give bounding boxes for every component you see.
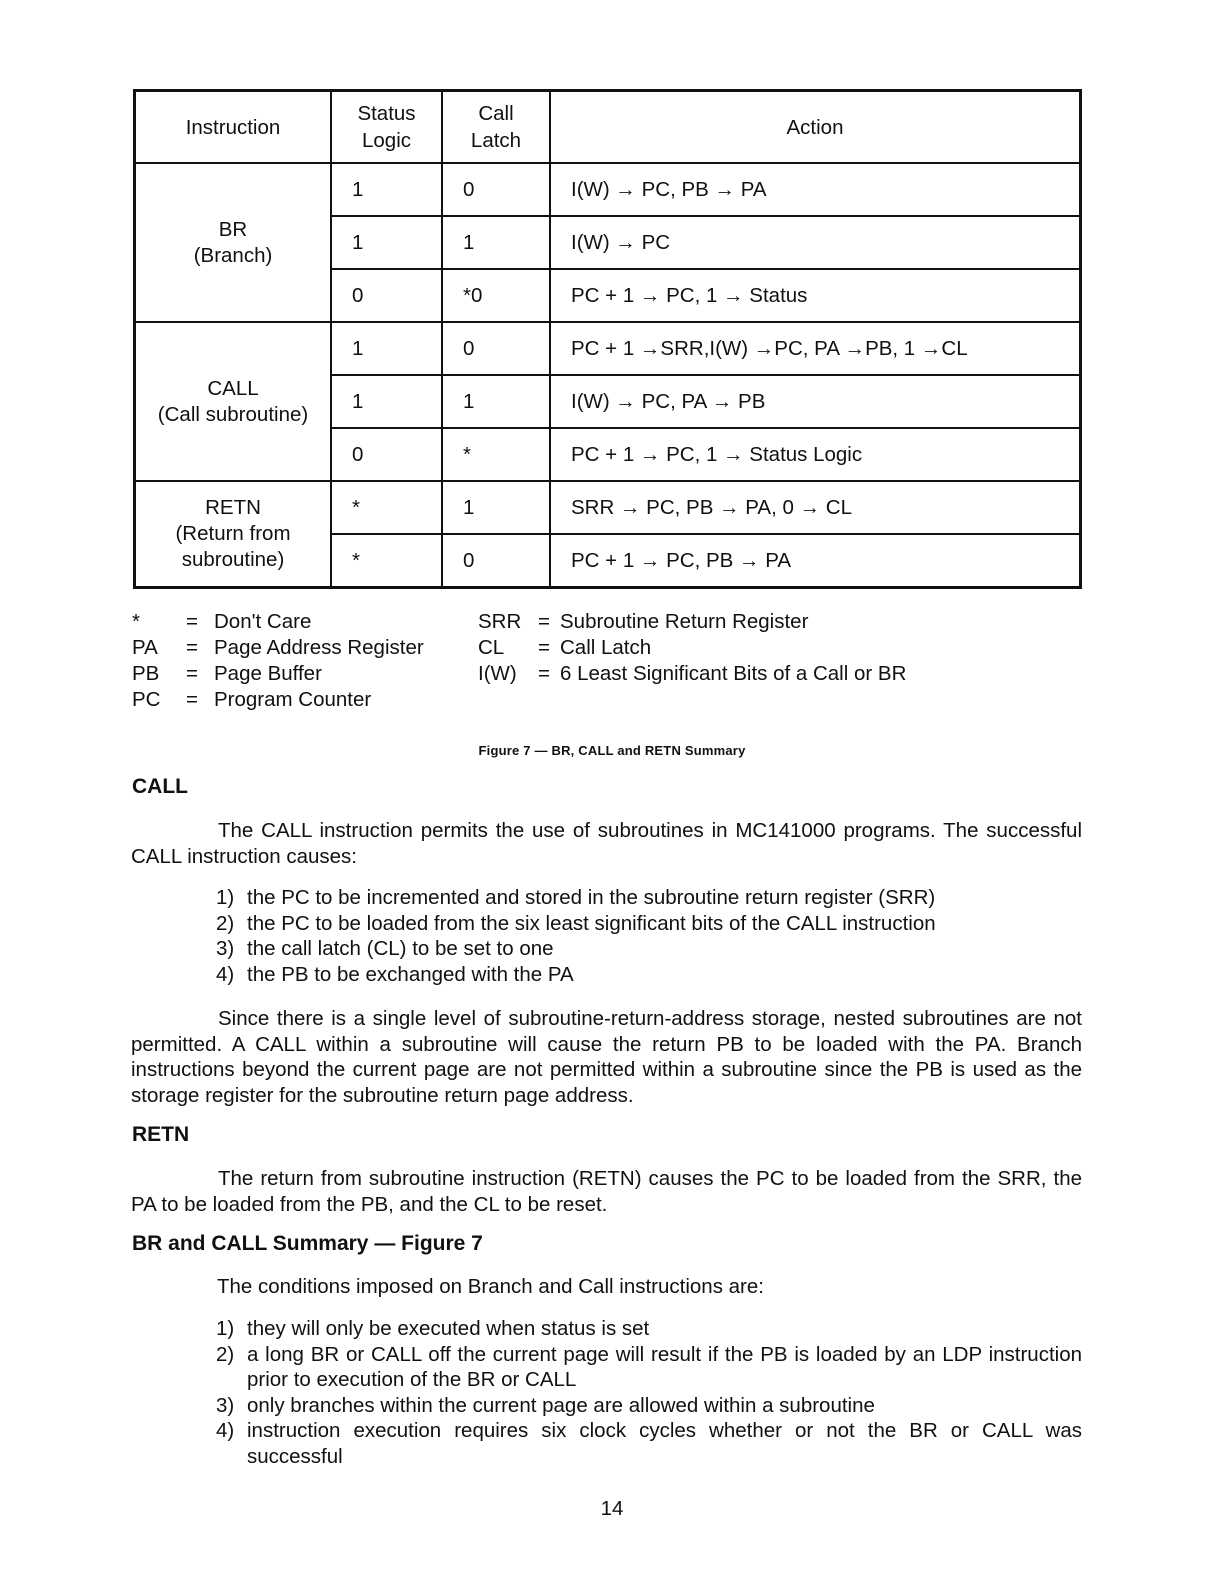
status-cell: 0 [331,428,442,481]
legend-entry: I(W) = 6 Least Significant Bits of a Call or BR [478,662,907,685]
table-row [135,163,1081,216]
legend-right [478,609,906,687]
latch-cell: 0 [442,534,550,588]
header-call-latch: Call Latch [442,91,550,164]
list-item: 1) the PC to be incremented and stored in the subroutine return register (SRR) [216,886,936,909]
call-effects-list [216,885,1082,987]
status-cell: 1 [331,375,442,428]
group-br-name: BR (Branch) [135,163,332,322]
table-header-row [135,91,1081,164]
legend-left [132,609,424,713]
legend-entry: PB = Page Buffer [132,662,322,685]
status-cell: 1 [331,163,442,216]
table-row [135,481,1081,534]
summary-heading: BR and CALL Summary — Figure 7 [132,1232,483,1255]
legend-entry: PC = Program Counter [132,688,372,711]
list-item: 3) the call latch (CL) to be set to one [216,937,554,960]
summary-intro: The conditions imposed on Branch and Call instructions are: [217,1275,764,1298]
group-retn-name: RETN (Return from subroutine) [135,481,332,588]
call-intro-paragraph: The CALL instruction permits the use of subroutines in MC141000 programs. The successful CALL instruction causes: [131,819,1082,868]
legend-entry: SRR = Subroutine Return Register [478,610,809,633]
list-item: 4) the PB to be exchanged with the PA [216,962,574,986]
header-action: Action [550,91,1081,164]
list-item: 1) they will only be executed when status is set [216,1317,650,1340]
latch-cell: 0 [442,322,550,375]
status-cell: 1 [331,216,442,269]
call-heading: CALL [132,775,188,798]
status-cell: * [331,534,442,588]
status-cell: 0 [331,269,442,322]
page-number: 14 [600,1497,624,1520]
latch-cell: 1 [442,216,550,269]
table-row [135,322,1081,375]
status-cell: * [331,481,442,534]
latch-cell: *0 [442,269,550,322]
latch-cell: 1 [442,375,550,428]
retn-paragraph: The return from subroutine instruction (RETN) causes the PC to be loaded from the SRR, the PA to be loaded from the PB, and the CL to be reset. [131,1167,1082,1216]
list-item: 2) the PC to be loaded from the six least significant bits of the CALL instruction [216,911,936,935]
latch-cell: * [442,428,550,481]
list-item: 4) instruction execution requires six clock cycles whether or not the BR or CALL was successful [216,1419,1082,1468]
latch-cell: 1 [442,481,550,534]
action-cell: I(W) → PC [550,216,1081,269]
status-cell: 1 [331,322,442,375]
group-call-name: CALL (Call subroutine) [135,322,332,481]
legend-entry: CL = Call Latch [478,636,652,659]
action-cell: PC + 1 → PC, 1 → Status Logic [550,428,1081,481]
retn-heading: RETN [132,1123,190,1146]
action-cell: I(W) → PC, PA → PB [550,375,1081,428]
figure-caption: Figure 7 — BR, CALL and RETN Summary [478,743,746,758]
summary-conditions-list [216,1316,1082,1469]
action-cell: SRR → PC, PB → PA, 0 → CL [550,481,1081,534]
action-cell: PC + 1 → PC, PB → PA [550,534,1081,588]
header-instruction: Instruction [135,91,332,164]
latch-cell: 0 [442,163,550,216]
header-status-logic: Status Logic [331,91,442,164]
call-nesting-paragraph: Since there is a single level of subroutine-return-address storage, nested subroutines are not permitted. A CALL within a subroutine will cause the return PB to be loaded with the PA. Branch instructions beyond the current page are not permitted within a subroutine since the PB is used as the storage register for the subroutine return page address. [131,1007,1082,1107]
list-item: 3) only branches within the current page are allowed within a subroutine [216,1393,875,1417]
legend-entry: PA = Page Address Register [132,636,424,659]
action-cell: PC + 1 → PC, 1 → Status [550,269,1081,322]
br-call-retn-summary-table [133,89,1082,589]
list-item: 2) a long BR or CALL off the current page will result if the PB is loaded by an LDP instruction prior to execution of the BR or CALL [216,1342,1082,1391]
action-cell: I(W) → PC, PB → PA [550,163,1081,216]
legend-entry: * = Don't Care [132,610,312,633]
action-cell: PC + 1 →SRR,I(W) →PC, PA →PB, 1 →CL [550,322,1081,375]
